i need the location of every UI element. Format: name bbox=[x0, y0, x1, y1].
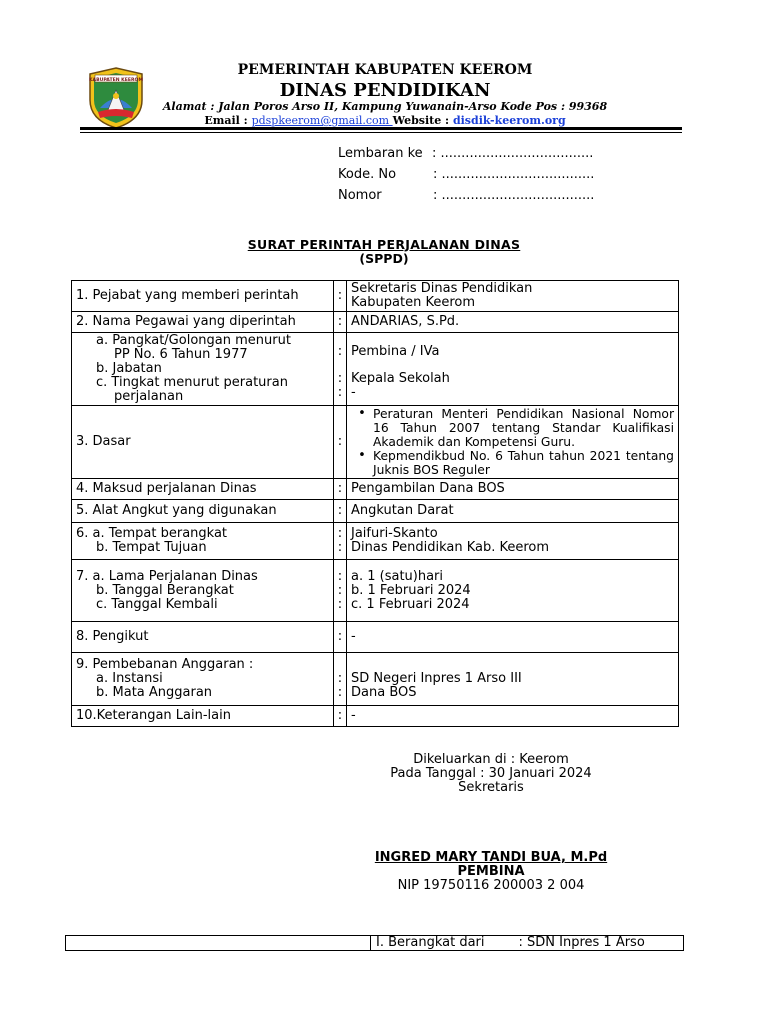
ref-nomor bbox=[338, 188, 638, 206]
row-9-label: 9. Pembebanan Anggaran : a. Instansi b. Mata Anggaran bbox=[72, 653, 334, 706]
row-3-value: • Peraturan Menteri Pendidikan Nasional Nomor 16 Tahun 2007 tentang Standar Kualifikasi Akademik dan Kompetensi Guru. • Kepmendikbud No. 6 Tahun tahun 2021 tentang Juknis BOS Reguler bbox=[347, 406, 679, 479]
row-5-label: 5. Alat Angkut yang digunakan bbox=[72, 500, 334, 523]
kode-label: Kode. No bbox=[338, 167, 397, 182]
row-8-colon: : bbox=[334, 622, 347, 653]
row-2-value: ANDARIAS, S.Pd. bbox=[347, 312, 679, 333]
row-1-label: 1. Pejabat yang memberi perintah bbox=[72, 281, 334, 312]
signer-rank: PEMBINA bbox=[457, 864, 525, 879]
row-1-colon: : bbox=[334, 281, 347, 312]
row-10-value: - bbox=[347, 706, 679, 727]
row-5-value: Angkutan Darat bbox=[347, 500, 679, 523]
row-7-colons: : : : bbox=[334, 560, 347, 622]
row-3-colon: : bbox=[334, 406, 347, 479]
address: Alamat : Jalan Poros Arso II, Kampung Yuwanain-Arso Kode Pos : 99368 bbox=[162, 100, 608, 113]
table-row bbox=[72, 479, 679, 500]
table-row bbox=[72, 622, 679, 653]
lembaran-label: Lembaran ke bbox=[338, 146, 423, 161]
sppd-table bbox=[71, 280, 679, 727]
table-row bbox=[72, 312, 679, 333]
nomor-value: : ..................................... bbox=[433, 188, 595, 203]
signer-position: Sekretaris bbox=[458, 780, 524, 795]
lembaran-value: : ..................................... bbox=[432, 146, 594, 161]
row-3-label: 3. Dasar bbox=[72, 406, 334, 479]
row-2-colon: : bbox=[334, 312, 347, 333]
website-link[interactable]: disdik-keerom.org bbox=[452, 114, 566, 127]
row-2b-values: Pembina / IVa Kepala Sekolah - bbox=[347, 333, 679, 406]
departure-row bbox=[65, 935, 684, 951]
table-row bbox=[72, 406, 679, 479]
row-2b-colons: : : : bbox=[334, 333, 347, 406]
row-6-colons: : : bbox=[334, 523, 347, 560]
departure-label: I. Berangkat dari bbox=[376, 935, 485, 950]
issue-date: Pada Tanggal : 30 Januari 2024 bbox=[390, 766, 592, 781]
header-rule-thick bbox=[80, 127, 682, 130]
row-4-label: 4. Maksud perjalanan Dinas bbox=[72, 479, 334, 500]
logo-text: KABUPATEN KEEROM bbox=[88, 77, 144, 83]
agency-name: DINAS PENDIDIKAN bbox=[279, 80, 491, 101]
header-rule-thin bbox=[80, 132, 682, 133]
issued-at: Dikeluarkan di : Keerom bbox=[413, 752, 569, 767]
contact-line bbox=[160, 114, 610, 127]
departure-value: : SDN Inpres 1 Arso bbox=[518, 935, 645, 950]
dasar-bullet-2: Kepmendikbud No. 6 Tahun tahun 2021 tentang Juknis BOS Reguler bbox=[373, 449, 674, 477]
row-10-colon: : bbox=[334, 706, 347, 727]
table-row bbox=[72, 333, 679, 406]
table-row bbox=[72, 653, 679, 706]
nomor-label: Nomor bbox=[338, 188, 382, 203]
row-8-value: - bbox=[347, 622, 679, 653]
email-label: Email : bbox=[204, 114, 252, 127]
table-row bbox=[72, 500, 679, 523]
table-row bbox=[72, 706, 679, 727]
row-2b-labels: a. Pangkat/Golongan menurut PP No. 6 Tahun 1977 b. Jabatan c. Tingkat menurut peraturan perjalanan bbox=[72, 333, 334, 406]
row-4-value: Pengambilan Dana BOS bbox=[347, 479, 679, 500]
row-10-label: 10.Keterangan Lain-lain bbox=[72, 706, 334, 727]
row-6-value: Jaifuri-Skanto Dinas Pendidikan Kab. Keerom bbox=[347, 523, 679, 560]
row-9-value: SD Negeri Inpres 1 Arso III Dana BOS bbox=[347, 653, 679, 706]
row-4-colon: : bbox=[334, 479, 347, 500]
regency-logo bbox=[86, 66, 146, 130]
kode-value: : ..................................... bbox=[433, 167, 595, 182]
row-8-label: 8. Pengikut bbox=[72, 622, 334, 653]
document-abbr: (SPPD) bbox=[359, 251, 409, 266]
row-2-label: 2. Nama Pegawai yang diperintah bbox=[72, 312, 334, 333]
departure-text bbox=[376, 935, 645, 950]
ref-kode bbox=[338, 167, 638, 185]
table-row bbox=[72, 560, 679, 622]
dasar-bullet-1: Peraturan Menteri Pendidikan Nasional Nomor 16 Tahun 2007 tentang Standar Kualifikasi Akademik dan Kompetensi Guru. bbox=[373, 407, 674, 449]
table-row bbox=[72, 281, 679, 312]
table-row bbox=[72, 523, 679, 560]
signer-nip: NIP 19750116 200003 2 004 bbox=[397, 878, 585, 893]
ref-lembaran bbox=[338, 146, 638, 164]
row-7-value: a. 1 (satu)hari b. 1 Februari 2024 c. 1 Februari 2024 bbox=[347, 560, 679, 622]
departure-divider bbox=[370, 936, 371, 950]
signer-name: INGRED MARY TANDI BUA, M.Pd bbox=[374, 850, 608, 865]
website-label: Website : bbox=[392, 114, 453, 127]
row-9-colons: : : bbox=[334, 653, 347, 706]
email-link[interactable]: pdspkeerom@gmail.com bbox=[251, 114, 393, 127]
document-title: SURAT PERINTAH PERJALANAN DINAS bbox=[247, 237, 521, 252]
row-6-label: 6. a. Tempat berangkat b. Tempat Tujuan bbox=[72, 523, 334, 560]
row-7-label: 7. a. Lama Perjalanan Dinas b. Tanggal Berangkat c. Tanggal Kembali bbox=[72, 560, 334, 622]
government-name: PEMERINTAH KABUPATEN KEEROM bbox=[237, 62, 533, 78]
row-1-value: Sekretaris Dinas Pendidikan Kabupaten Keerom bbox=[347, 281, 679, 312]
row-5-colon: : bbox=[334, 500, 347, 523]
